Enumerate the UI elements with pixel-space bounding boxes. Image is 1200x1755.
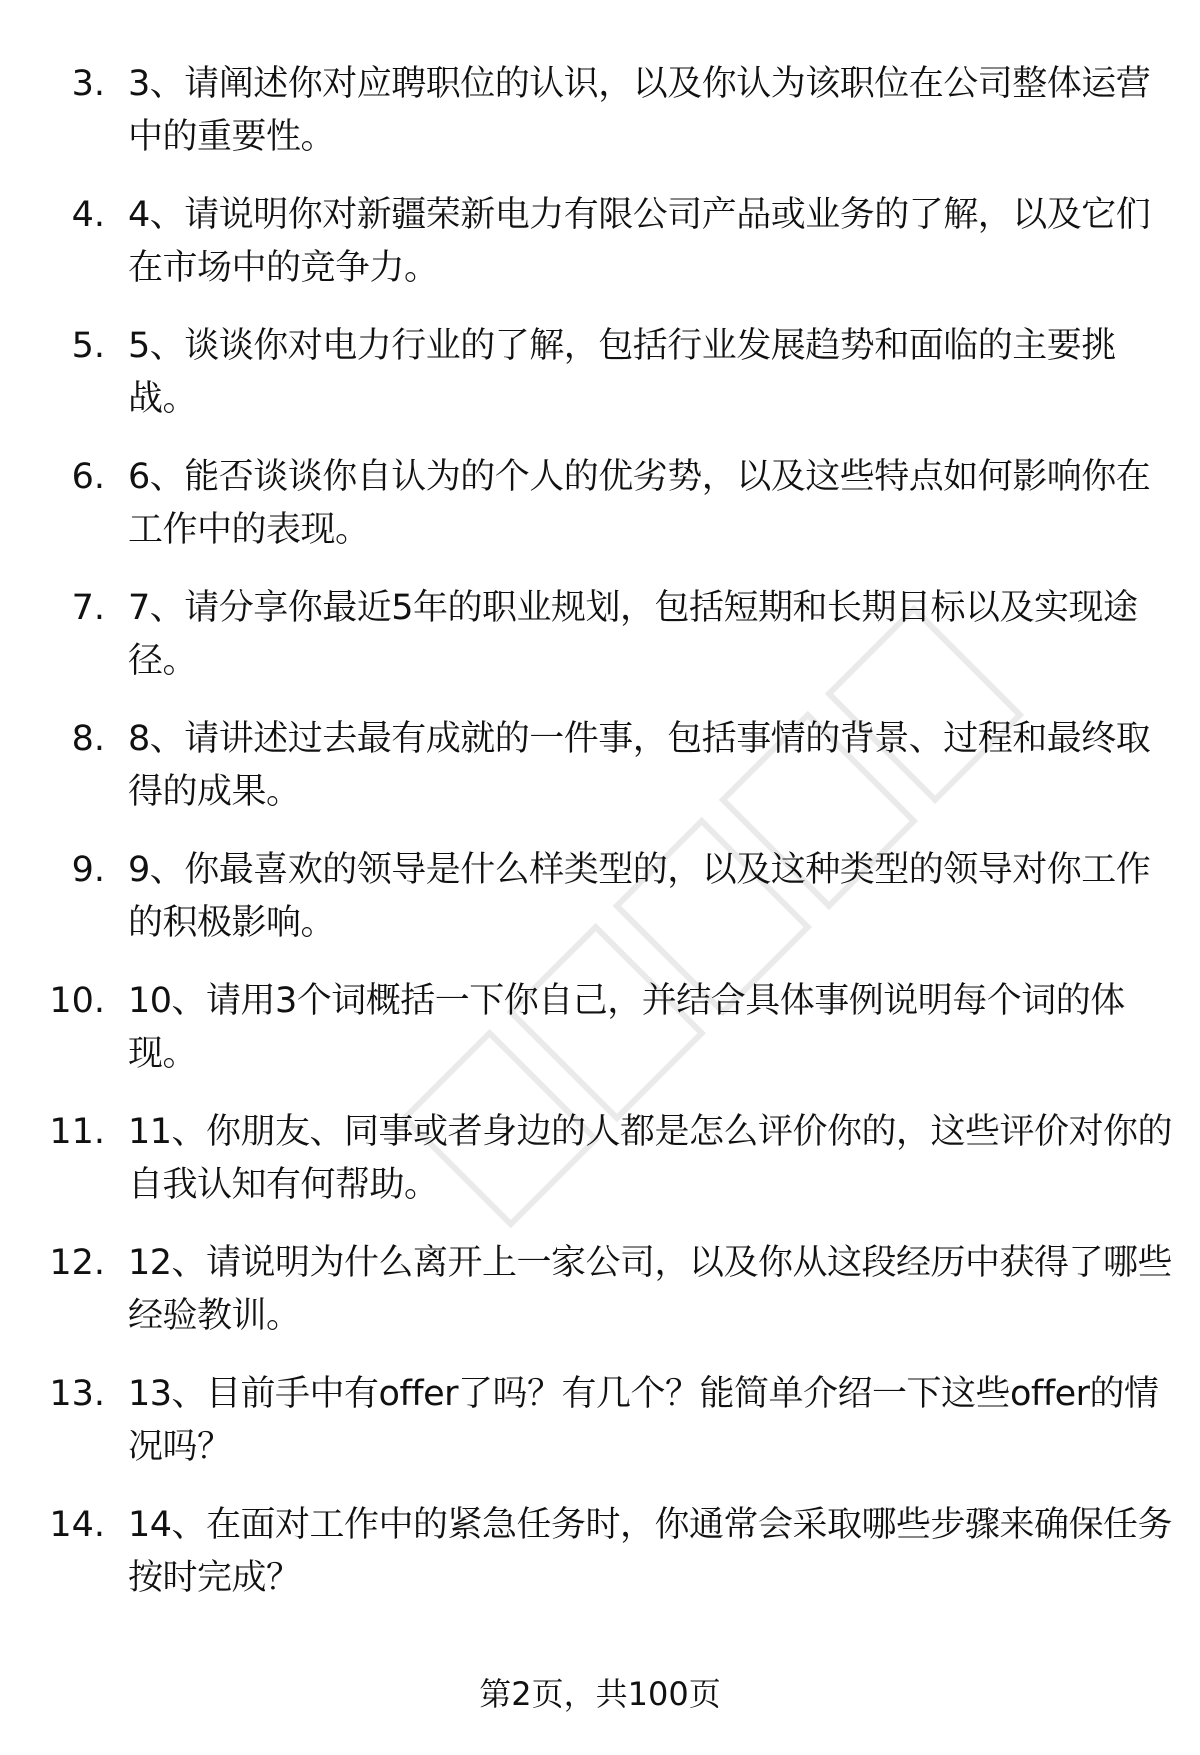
list-item-number: 13. (49, 1374, 105, 1414)
list-item-text: 10、请用3个词概括一下你自己，并结合具体事例说明每个词的体现。 (128, 981, 1125, 1074)
list-item (0, 1237, 1200, 1368)
list-item (0, 582, 1200, 713)
list-item-number: 10. (49, 981, 105, 1021)
list-item (0, 844, 1200, 975)
list-item (0, 58, 1200, 189)
list-item (0, 320, 1200, 451)
list-item (0, 1106, 1200, 1237)
list-item-number: 8. (71, 719, 105, 759)
list-item-text: 13、目前手中有offer了吗？有几个？能简单介绍一下这些offer的情况吗？ (128, 1374, 1159, 1467)
list-item (0, 451, 1200, 582)
list-item (0, 1499, 1200, 1630)
list-item-number: 9. (71, 850, 105, 890)
list-item (0, 1368, 1200, 1499)
list-item-number: 12. (49, 1243, 105, 1283)
list-item-number: 14. (49, 1505, 105, 1545)
list-item-text: 9、你最喜欢的领导是什么样类型的，以及这种类型的领导对你工作的积极影响。 (128, 850, 1151, 943)
list-item-text: 5、谈谈你对电力行业的了解，包括行业发展趋势和面临的主要挑战。 (128, 326, 1116, 419)
list-item-number: 6. (71, 457, 105, 497)
list-item-text: 6、能否谈谈你自认为的个人的优劣势，以及这些特点如何影响你在工作中的表现。 (128, 457, 1151, 550)
list-item-text: 8、请讲述过去最有成就的一件事，包括事情的背景、过程和最终取得的成果。 (128, 719, 1151, 812)
list-item-text: 11、你朋友、同事或者身边的人都是怎么评价你的，这些评价对你的自我认知有何帮助。 (128, 1112, 1173, 1205)
list-item-number: 4. (71, 195, 105, 235)
list-item-number: 5. (71, 326, 105, 366)
list-item-number: 11. (49, 1112, 105, 1152)
list-item-number: 3. (71, 64, 105, 104)
list-item-text: 14、在面对工作中的紧急任务时，你通常会采取哪些步骤来确保任务按时完成？ (128, 1505, 1173, 1598)
list-item-text: 3、请阐述你对应聘职位的认识，以及你认为该职位在公司整体运营中的重要性。 (128, 64, 1151, 157)
list-item (0, 189, 1200, 320)
list-item-text: 4、请说明你对新疆荣新电力有限公司产品或业务的了解，以及它们在市场中的竞争力。 (128, 195, 1151, 288)
list-item-text: 12、请说明为什么离开上一家公司，以及你从这段经历中获得了哪些经验教训。 (128, 1243, 1173, 1336)
list-item-text: 7、请分享你最近5年的职业规划，包括短期和长期目标以及实现途径。 (128, 588, 1138, 681)
page-footer: 第2页，共100页 (479, 1675, 721, 1713)
list-item (0, 975, 1200, 1106)
question-list (0, 58, 1200, 1630)
list-item (0, 713, 1200, 844)
list-item-number: 7. (71, 588, 105, 628)
